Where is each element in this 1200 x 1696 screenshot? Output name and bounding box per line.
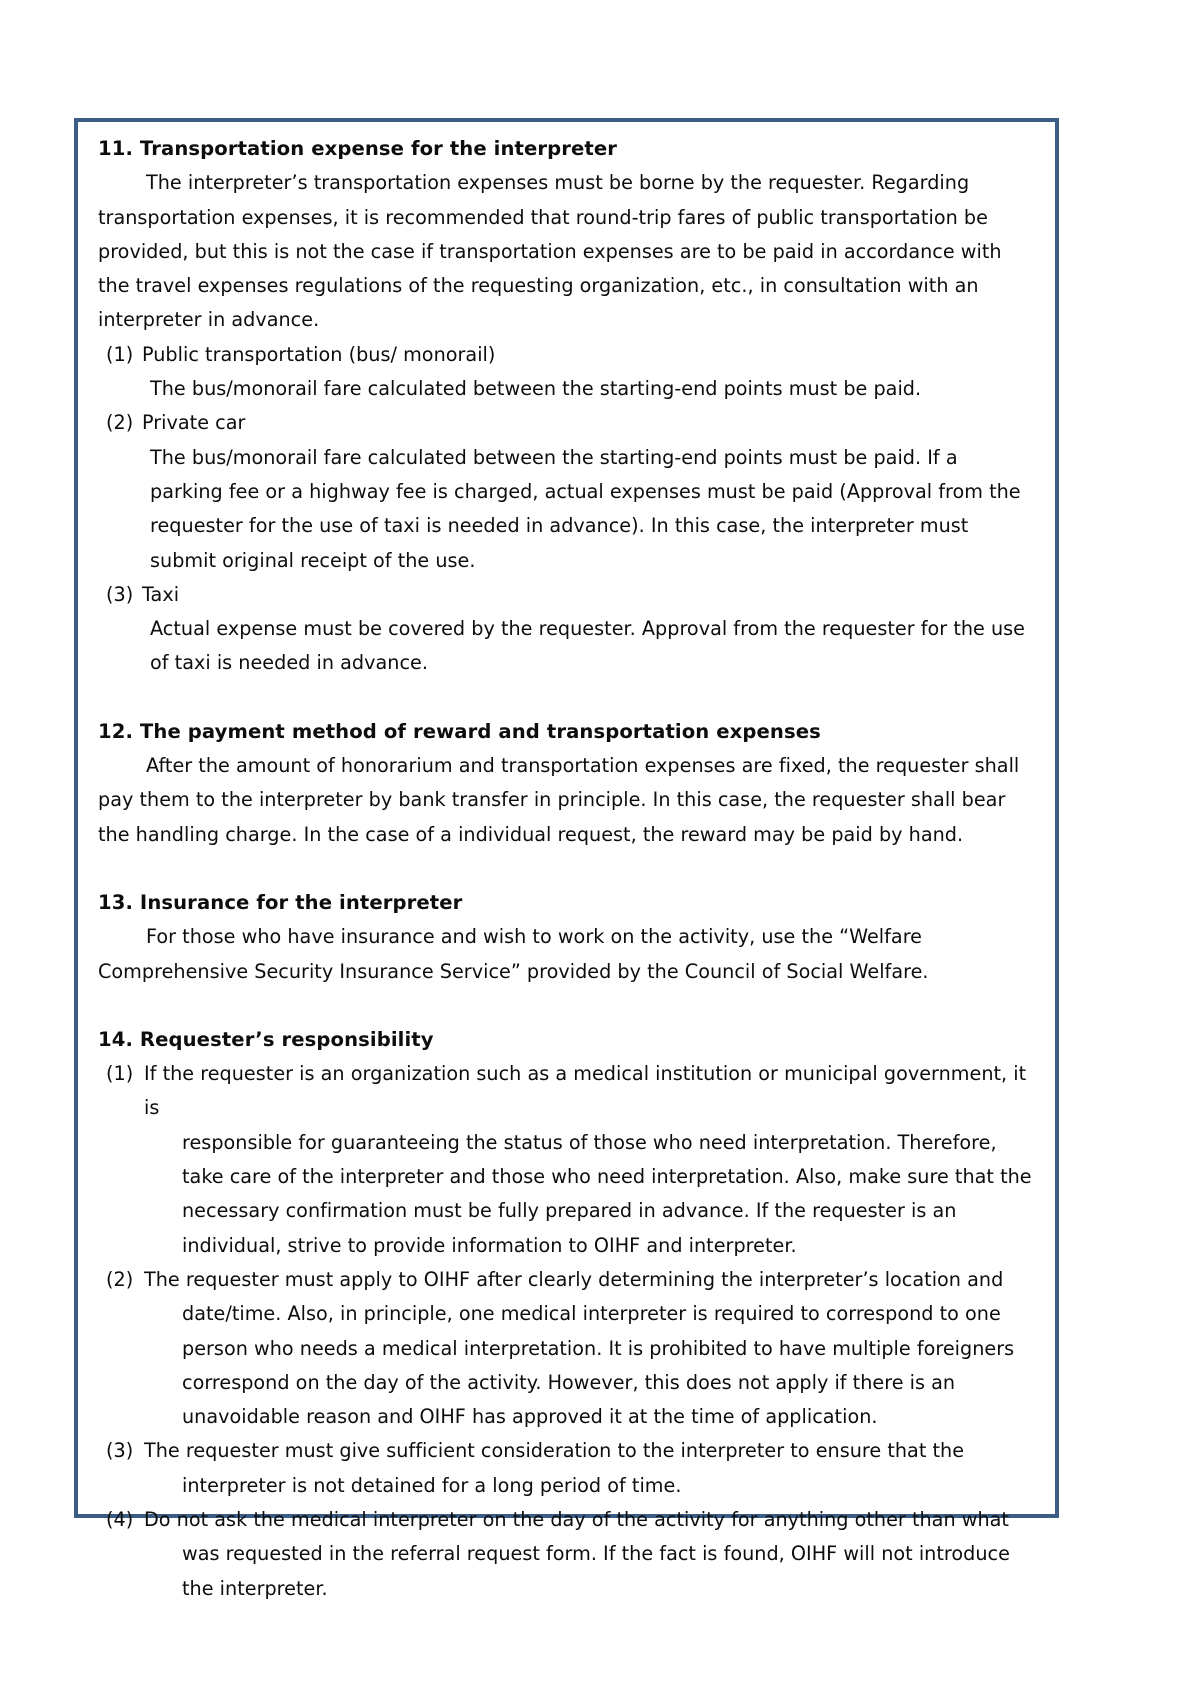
section-11-item-1-title: Public transportation (bus/ monorail): [142, 342, 496, 366]
section-14-item-1-continuation: responsible for guaranteeing the status of those who need interpretation. Therefore, take care of the interpreter and those who need interpretation. Also, make sure that the necessary confirmation must be fully prepared in advance. If the requester is an individual, strive to provide information to OIHF and interpreter.: [182, 1130, 1032, 1257]
document-body-frame: [74, 118, 1059, 1600]
section-14-item-3-text: [144, 1434, 1033, 1503]
section-11-heading: 11. Transportation expense for the interpreter: [98, 137, 618, 160]
section-14-item-1: [98, 1057, 1033, 1263]
section-14-item-4: [98, 1503, 1033, 1606]
section-14-item-4-text: [144, 1503, 1033, 1606]
section-14-item-3-first-line: The requester must give sufficient consideration to the interpreter to ensure that the: [144, 1439, 965, 1463]
section-14-item-3-marker: (3): [106, 1439, 134, 1463]
section-14-item-2-continuation: date/time. Also, in principle, one medical interpreter is required to correspond to one person who needs a medical interpretation. It is prohibited to have multiple foreigners correspond on the day of the activity. However, this does not apply if there is an unavoidable reason and OIHF has approved it at the time of application.: [182, 1302, 1015, 1429]
section-14-item-4-continuation: was requested in the referral request form. If the fact is found, OIHF will not introduce the interpreter.: [182, 1542, 1010, 1600]
section-14-item-2-text: [144, 1263, 1033, 1434]
section-14-item-2-first-line: The requester must apply to OIHF after clearly determining the interpreter’s location and: [144, 1267, 1004, 1291]
section-14-heading: 14. Requester’s responsibility: [98, 1027, 434, 1051]
section-14-item-1-first-line: If the requester is an organization such as a medical institution or municipal government, it is: [144, 1062, 1027, 1120]
section-11-item-2-title: Private car: [142, 411, 246, 435]
spacer-after-section-12: [98, 852, 1033, 886]
section-11-item-1: [98, 338, 1033, 372]
section-13-heading: 13. Insurance for the interpreter: [98, 890, 463, 914]
section-11-item-1-body: The bus/monorail fare calculated between the starting-end points must be paid.: [150, 377, 922, 401]
section-14-item-1-text: [144, 1057, 1033, 1263]
section-11-paragraph: The interpreter’s transportation expenses must be borne by the requester. Regarding transportation expenses, it is recommended that round-trip fares of public transportation be provided, but this is not the case if transportation expenses are to be paid in accordance with the travel expenses regulations of the requesting organization, etc., in consultation with an interpreter in advance.: [98, 171, 1002, 332]
section-14-item-3: [98, 1434, 1033, 1503]
section-14-item-3-continuation: interpreter is not detained for a long period of time.: [182, 1473, 682, 1497]
section-11-item-3: [98, 578, 1033, 612]
section-11-item-2: [98, 406, 1033, 440]
section-12-heading: 12. The payment method of reward and transportation expenses: [98, 719, 821, 743]
section-12-paragraph: After the amount of honorarium and transportation expenses are fixed, the requester shall pay them to the interpreter by bank transfer in principle. In this case, the requester shall bear the handling charge. In the case of a individual request, the reward may be paid by hand.: [98, 754, 1020, 846]
section-13-paragraph: For those who have insurance and wish to work on the activity, use the “Welfare Comprehensive Security Insurance Service” provided by the Council of Social Welfare.: [98, 925, 929, 983]
section-11-item-2-body: The bus/monorail fare calculated between the starting-end points must be paid. If a parking fee or a highway fee is charged, actual expenses must be paid (Approval from the requester for the use of taxi is needed in advance). In this case, the interpreter must submit original receipt of the use.: [150, 445, 1021, 572]
section-11-item-3-marker: (3): [106, 582, 134, 606]
section-11-item-1-marker: (1): [106, 342, 134, 366]
section-14-item-2-marker: (2): [106, 1267, 134, 1291]
section-14-item-4-first-line: Do not ask the medical interpreter on the day of the activity for anything other than what: [144, 1507, 1009, 1531]
section-14-item-1-marker: (1): [106, 1062, 134, 1086]
spacer-after-section-13: [98, 989, 1033, 1023]
document-content: [98, 132, 1033, 1606]
section-14-item-2: [98, 1263, 1033, 1434]
section-11-item-3-body: Actual expense must be covered by the requester. Approval from the requester for the use of taxi is needed in advance.: [150, 617, 1026, 675]
section-11-item-2-marker: (2): [106, 411, 134, 435]
section-11-item-3-title: Taxi: [142, 582, 180, 606]
spacer-after-section-11: [98, 681, 1033, 715]
section-14-item-4-marker: (4): [106, 1507, 134, 1531]
